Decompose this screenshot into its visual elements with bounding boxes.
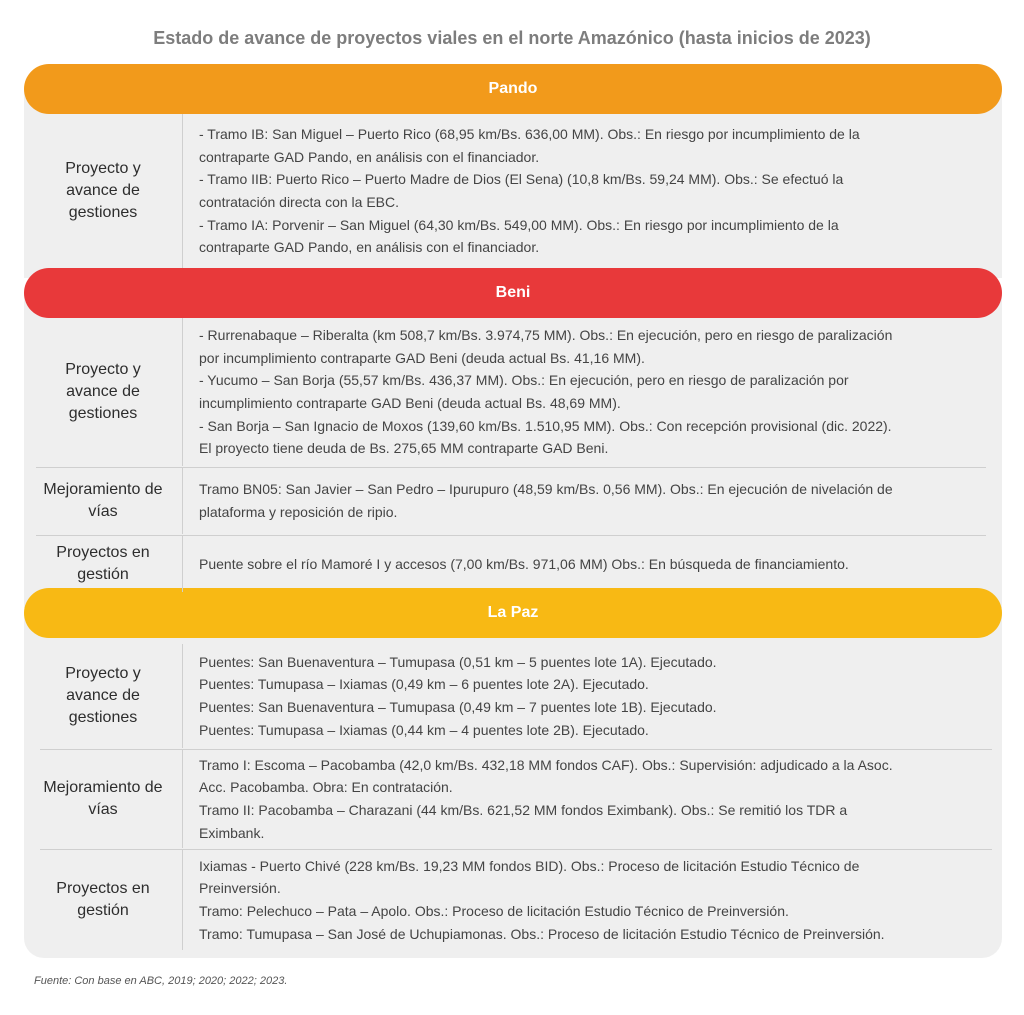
page-title: Estado de avance de proyectos viales en el norte Amazónico (hasta inicios de 2023) xyxy=(153,28,871,48)
row-line: incumplimiento contraparte GAD Beni (deuda actual Bs. 48,69 MM). xyxy=(199,395,621,411)
row-line: Tramo BN05: San Javier – San Pedro – Ipurupuro (48,59 km/Bs. 0,56 MM). Obs.: En ejecución de nivelación de xyxy=(199,481,893,498)
row-line: Puente sobre el río Mamoré I y accesos (7,00 km/Bs. 971,06 MM) Obs.: En búsqueda de financiamiento. xyxy=(199,555,849,572)
row-line: Tramo II: Pacobamba – Charazani (44 km/Bs. 621,52 MM fondos Eximbank). Obs.: Se remitió los TDR a xyxy=(199,802,848,818)
row-line: Tramo: Tumupasa – San José de Uchupiamonas. Obs.: Proceso de licitación Estudio Técnico de Preinversión. xyxy=(199,925,885,942)
row-line: - San Borja – San Ignacio de Moxos (139,60 km/Bs. 1.510,95 MM). Obs.: Con recepción provisional (dic. 2022). xyxy=(199,417,892,434)
section-title: La Paz xyxy=(487,604,539,621)
row-label: Mejoramiento de vías xyxy=(43,481,163,520)
row-line: plataforma y reposición de ripio. xyxy=(199,504,398,520)
row-line: Preinversión. xyxy=(199,880,281,897)
row-line: - Rurrenabaque – Riberalta (km 508,7 km/Bs. 3.974,75 MM). Obs.: En ejecución, pero en riesgo de paralización xyxy=(199,327,893,344)
row-label: Proyecto y avance de gestiones xyxy=(65,160,141,221)
row-line: Eximbank. xyxy=(199,824,265,841)
row-line: - Yucumo – San Borja (55,57 km/Bs. 436,37 MM). Obs.: En ejecución, pero en riesgo de paralización por xyxy=(199,372,849,389)
table-row xyxy=(24,318,1002,466)
row-line: Puentes: Tumupasa – Ixiamas (0,44 km – 4 puentes lote 2B). Ejecutado. xyxy=(199,721,649,738)
section-header-beni xyxy=(24,268,1002,318)
row-line: contraparte GAD Pando, en análisis con el financiador. xyxy=(199,148,540,165)
row-line: Tramo: Pelechuco – Pata – Apolo. Obs.: Proceso de licitación Estudio Técnico de Preinversión. xyxy=(199,903,789,919)
table-row xyxy=(24,114,1002,268)
row-line: contraparte GAD Pando, en análisis con el financiador. xyxy=(199,239,540,256)
row-line: - Tramo IA: Porvenir – San Miguel (64,30 km/Bs. 549,00 MM). Obs.: En riesgo por incumplimiento de la xyxy=(199,216,839,233)
table-row xyxy=(24,468,1002,534)
row-content xyxy=(183,318,1002,466)
table-row xyxy=(24,750,1002,848)
row-line: El proyecto tiene deuda de Bs. 275,65 MM contraparte GAD Beni. xyxy=(199,440,609,457)
table-row xyxy=(24,536,1002,592)
source-note: Fuente: Con base en ABC, 2019; 2020; 2022; 2023. xyxy=(34,975,288,987)
row-line: Puentes: Tumupasa – Ixiamas (0,49 km – 6 puentes lote 2A). Ejecutado. xyxy=(199,676,649,693)
row-line: Acc. Pacobamba. Obra: En contratación. xyxy=(199,779,453,796)
table-row xyxy=(24,850,1002,950)
row-line: - Tramo IB: San Miguel – Puerto Rico (68,95 km/Bs. 636,00 MM). Obs.: En riesgo por incumplimiento de la xyxy=(199,126,860,143)
section-title: Beni xyxy=(495,284,531,301)
row-content xyxy=(183,114,1002,268)
row-content xyxy=(183,536,1002,592)
row-content xyxy=(183,644,1002,748)
row-label: Proyectos en gestión xyxy=(56,544,150,583)
row-line: - Tramo IIB: Puerto Rico – Puerto Madre de Dios (El Sena) (10,8 km/Bs. 59,24 MM). Obs.: Se efectuó la xyxy=(199,171,844,188)
table-row xyxy=(24,644,1002,748)
row-line: contratación directa con la EBC. xyxy=(199,194,399,210)
row-content xyxy=(183,750,1002,848)
row-label: Mejoramiento de vías xyxy=(43,779,163,818)
row-line: Ixiamas - Puerto Chivé (228 km/Bs. 19,23 MM fondos BID). Obs.: Proceso de licitación Estudio Técnico de xyxy=(199,857,860,874)
row-line: Puentes: San Buenaventura – Tumupasa (0,51 km – 5 puentes lote 1A). Ejecutado. xyxy=(199,653,717,670)
row-content xyxy=(183,850,1002,950)
row-line: Tramo I: Escoma – Pacobamba (42,0 km/Bs. 432,18 MM fondos CAF). Obs.: Supervisión: adjudicado a la Asoc. xyxy=(199,756,893,773)
section-header-la-paz xyxy=(24,588,1002,638)
section-header-pando xyxy=(24,64,1002,114)
section-title: Pando xyxy=(488,80,538,97)
row-label: Proyecto y avance de gestiones xyxy=(65,361,141,422)
row-line: Puentes: San Buenaventura – Tumupasa (0,49 km – 7 puentes lote 1B). Ejecutado. xyxy=(199,699,717,715)
row-label: Proyectos en gestión xyxy=(56,880,150,919)
row-line: por incumplimiento contraparte GAD Beni (deuda actual Bs. 41,16 MM). xyxy=(199,349,645,366)
row-label: Proyecto y avance de gestiones xyxy=(65,665,141,726)
row-content xyxy=(183,468,1002,534)
